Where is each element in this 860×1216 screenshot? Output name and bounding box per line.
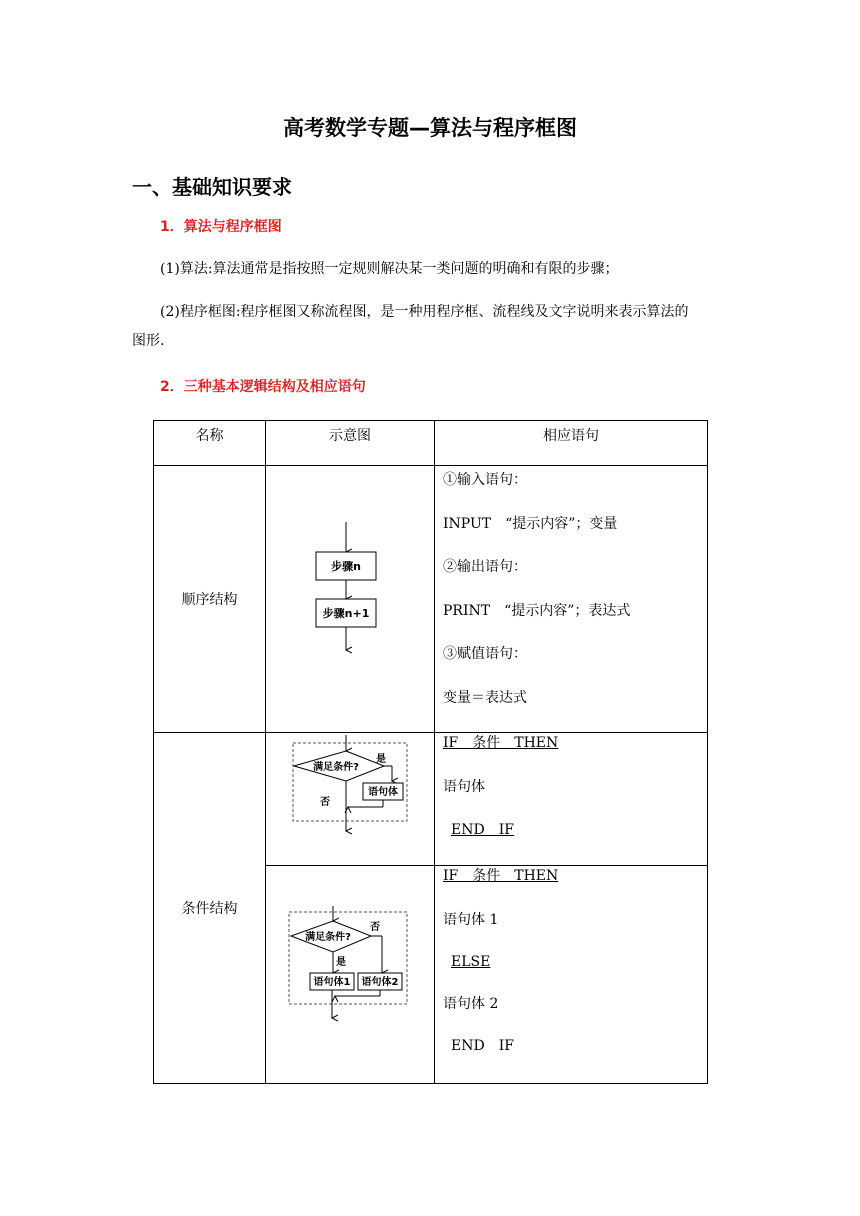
paragraph-flowchart-line2: 图形.	[132, 333, 165, 349]
statement-line: IF 条件 THEN	[443, 735, 559, 751]
header-statement: 相应语句	[435, 421, 708, 466]
statement-line: ①输入语句：	[443, 472, 527, 488]
statement-line: 语句体 1	[443, 911, 499, 928]
statement-line: PRINT “提示内容”；表达式	[443, 602, 631, 619]
step-n1-label: 步骤n+1	[322, 607, 370, 620]
statement-line: END IF	[451, 822, 514, 838]
sequence-statements	[435, 466, 708, 733]
if-else-flowchart	[266, 866, 434, 1079]
subsection-heading-2: 2．三种基本逻辑结构及相应语句	[160, 379, 366, 395]
structures-table	[153, 420, 708, 1084]
subsection-heading-1: 1．算法与程序框图	[160, 219, 282, 235]
header-name: 名称	[154, 421, 266, 466]
statement-line: 语句体 2	[443, 995, 499, 1012]
statement-line: END IF	[451, 1037, 514, 1054]
paragraph-flowchart-line1: (2)程序框图:程序框图又称流程图，是一种用程序框、流程线及文字说明来表示算法的	[160, 304, 689, 320]
if-statements	[435, 733, 708, 866]
paragraph-algorithm: (1)算法:算法通常是指按照一定规则解决某一类问题的明确和有限的步骤；	[160, 261, 619, 277]
if-else-statements	[435, 866, 708, 1084]
section-heading: 一、基础知识要求	[132, 175, 292, 199]
statement-line: IF 条件 THEN	[443, 868, 559, 884]
sequence-flowchart	[266, 466, 434, 728]
statement-line: ③赋值语句：	[443, 646, 527, 662]
no-label: 否	[370, 922, 380, 933]
condition-diagram-cell-2	[266, 866, 435, 1084]
statement-line: ELSE	[451, 953, 491, 970]
condition-diagram-cell-1	[266, 733, 435, 866]
condition-label: 满足条件?	[313, 762, 359, 773]
page-title: 高考数学专题—算法与程序框图	[283, 116, 577, 140]
yes-label: 是	[376, 754, 386, 765]
condition-label: 满足条件?	[305, 932, 351, 943]
header-diagram: 示意图	[266, 421, 435, 466]
body2-label: 语句体2	[361, 977, 399, 988]
body-label: 语句体	[368, 787, 398, 798]
sequence-diagram-cell	[266, 466, 435, 733]
statement-line: 变量＝表达式	[443, 689, 527, 706]
row-name-condition: 条件结构	[154, 733, 266, 1084]
if-flowchart	[266, 733, 434, 861]
no-label: 否	[320, 797, 330, 808]
yes-label: 是	[336, 957, 346, 968]
step-n-label: 步骤n	[331, 560, 361, 573]
body1-label: 语句体1	[313, 977, 351, 988]
statement-line: INPUT “提示内容”；变量	[443, 515, 618, 532]
row-name-sequence: 顺序结构	[154, 466, 266, 733]
statement-line: ②输出语句：	[443, 559, 527, 575]
statement-line: 语句体	[443, 778, 485, 795]
